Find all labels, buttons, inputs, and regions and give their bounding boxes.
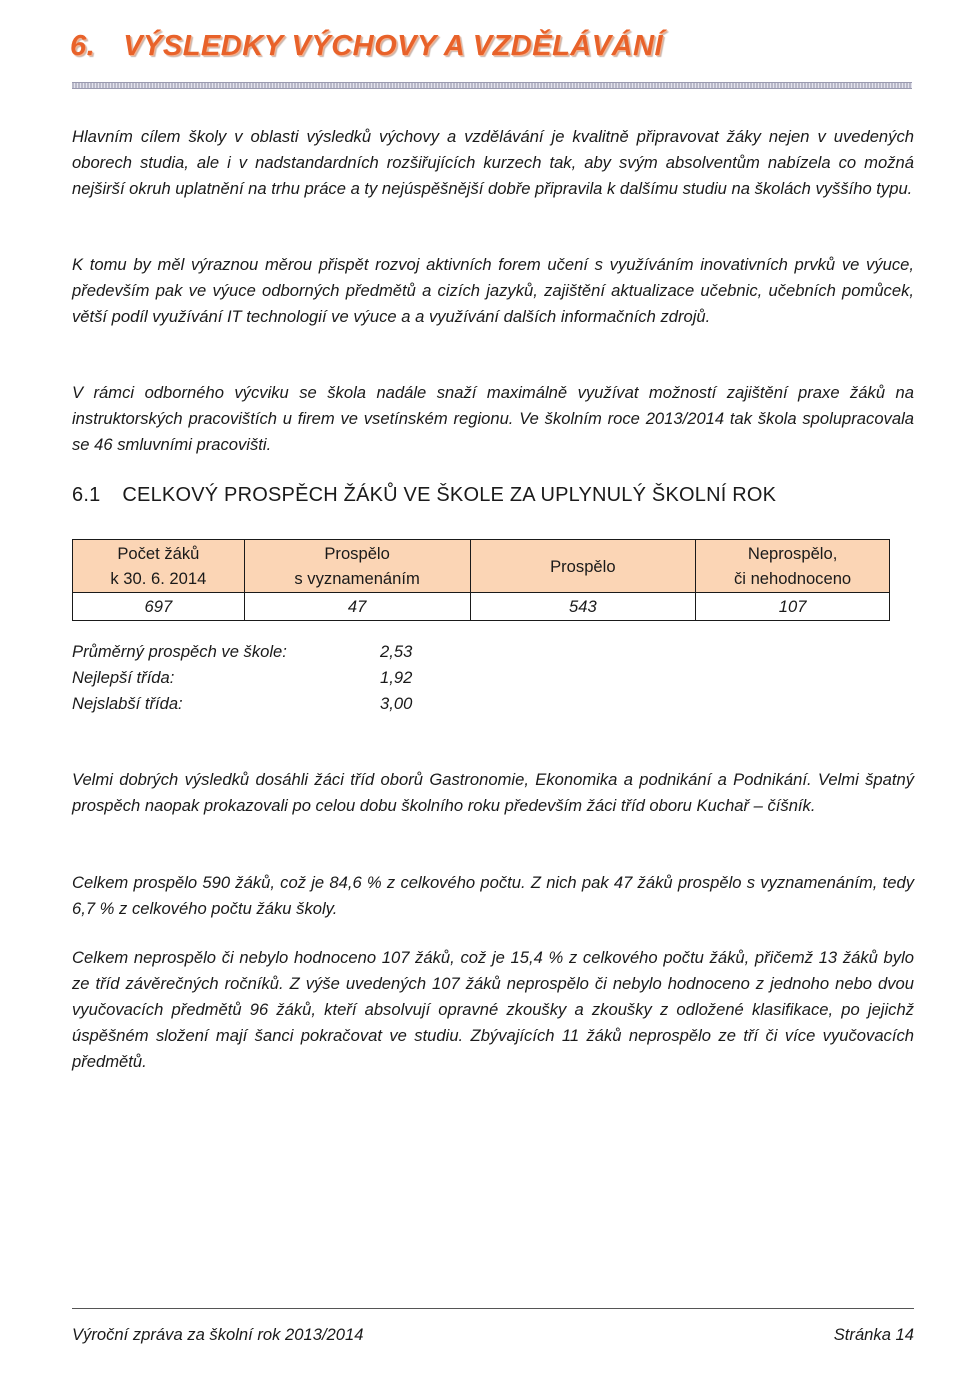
section-title bbox=[72, 484, 776, 507]
chapter-heading: VÝSLEDKY VÝCHOVY A VZDĚLÁVÁNÍ bbox=[123, 30, 664, 62]
header-student-count bbox=[73, 540, 245, 593]
cell-passed-honors: 47 bbox=[244, 593, 470, 621]
stat-worst-label: Nejslabší třída: bbox=[72, 694, 183, 713]
header-passed bbox=[470, 540, 696, 593]
header-failed-line1: Neprospělo, bbox=[747, 544, 838, 563]
chapter-title bbox=[70, 30, 663, 63]
table-header-row bbox=[73, 540, 890, 593]
stat-worst-class bbox=[72, 691, 412, 717]
header-student-count-line2: k 30. 6. 2014 bbox=[110, 569, 207, 588]
stat-best-label: Nejlepší třída: bbox=[72, 668, 175, 687]
cell-failed: 107 bbox=[696, 593, 890, 621]
section-heading: CELKOVÝ PROSPĚCH ŽÁKŮ VE ŠKOLE ZA UPLYNULÝ ŠKOLNÍ ROK bbox=[122, 484, 777, 506]
stat-average-value: 2,53 bbox=[380, 642, 413, 661]
intro-paragraph-2: K tomu by měl výraznou měrou přispět rozvoj aktivních forem učení s využíváním inovativních prvků ve výuce, především pak ve výuce odborných předmětů a cizích jazyků, zajištění aktualizace učebnic, učebních pomůcek, větší podíl využívání IT technologií ve výuce a a využívání dalších informačních zdrojů. bbox=[72, 255, 914, 326]
body-paragraph-3: Celkem neprospělo či nebylo hodnoceno 107 žáků, což je 15,4 % z celkového počtu žáků, přičemž 13 žáků bylo ze tříd závěrečných ročníků. Z výše uvedených 107 žáků neprospělo či nebylo hodnoceno z jednoho nebo dvou vyučovacích předmětů 96 žáků, kteří absolvují opravné zkoušky a zkoušky z odložené klasifikace, po jejichž úspěšném složení mají šanci pokračovat ve studiu. Zbývajících 11 žáků neprospělo ze tří či více vyučovacích předmětů. bbox=[72, 948, 914, 1071]
body-paragraph-2: Celkem prospělo 590 žáků, což je 84,6 % z celkového počtu. Z nich pak 47 žáků prospělo s vyznamenáním, tedy 6,7 % z celkového počtu žáku školy. bbox=[72, 873, 914, 918]
header-student-count-line1: Počet žáků bbox=[117, 544, 200, 563]
chapter-number: 6. bbox=[70, 30, 96, 62]
header-passed-label: Prospělo bbox=[550, 556, 616, 576]
stat-best-value: 1,92 bbox=[380, 668, 413, 687]
footer-divider bbox=[72, 1308, 914, 1309]
footer-report-title: Výroční zpráva za školní rok 2013/2014 bbox=[72, 1325, 364, 1344]
header-passed-honors-line2: s vyznamenáním bbox=[294, 569, 420, 588]
header-failed-line2: či nehodnoceno bbox=[733, 569, 852, 588]
stat-worst-value: 3,00 bbox=[380, 694, 413, 713]
stat-average-label: Průměrný prospěch ve škole: bbox=[72, 642, 287, 661]
results-table bbox=[72, 539, 890, 621]
intro-paragraph-3: V rámci odborného výcviku se škola nadále snaží maximálně využívat možností zajištění praxe žáků na instruktorských pracovištích u firem ve vsetínském regionu. Ve školním roce 2013/2014 tak škola spolupracovala se 46 smluvními pracovišti. bbox=[72, 383, 914, 454]
header-passed-honors bbox=[244, 540, 470, 593]
cell-passed: 543 bbox=[470, 593, 696, 621]
cell-student-count: 697 bbox=[73, 593, 245, 621]
header-failed bbox=[696, 540, 890, 593]
intro-paragraph-1: Hlavním cílem školy v oblasti výsledků výchovy a vzdělávání je kvalitně připravovat žáky nejen v uvedených oborech studia, ale i v nadstandardních rozšiřujících kurzech tak, aby svým absolventům nabízela co možná nejširší okruh uplatnění na trhu práce a ty nejúspěšnější dobře připravila k dalšímu studiu na školách vyššího typu. bbox=[72, 127, 914, 198]
footer-page-number: Stránka 14 bbox=[833, 1325, 914, 1344]
header-passed-honors-line1: Prospělo bbox=[324, 544, 390, 563]
table-row bbox=[73, 593, 890, 621]
stat-best-class bbox=[72, 665, 412, 691]
title-divider bbox=[72, 82, 912, 89]
stat-average bbox=[72, 639, 412, 665]
body-paragraph-1: Velmi dobrých výsledků dosáhli žáci tříd oborů Gastronomie, Ekonomika a podnikání a Podnikání. Velmi špatný prospěch naopak prokazovali po celou dobu školního roku především žáci tříd oboru Kuchař – číšník. bbox=[72, 770, 914, 815]
section-number: 6.1 bbox=[72, 484, 101, 506]
